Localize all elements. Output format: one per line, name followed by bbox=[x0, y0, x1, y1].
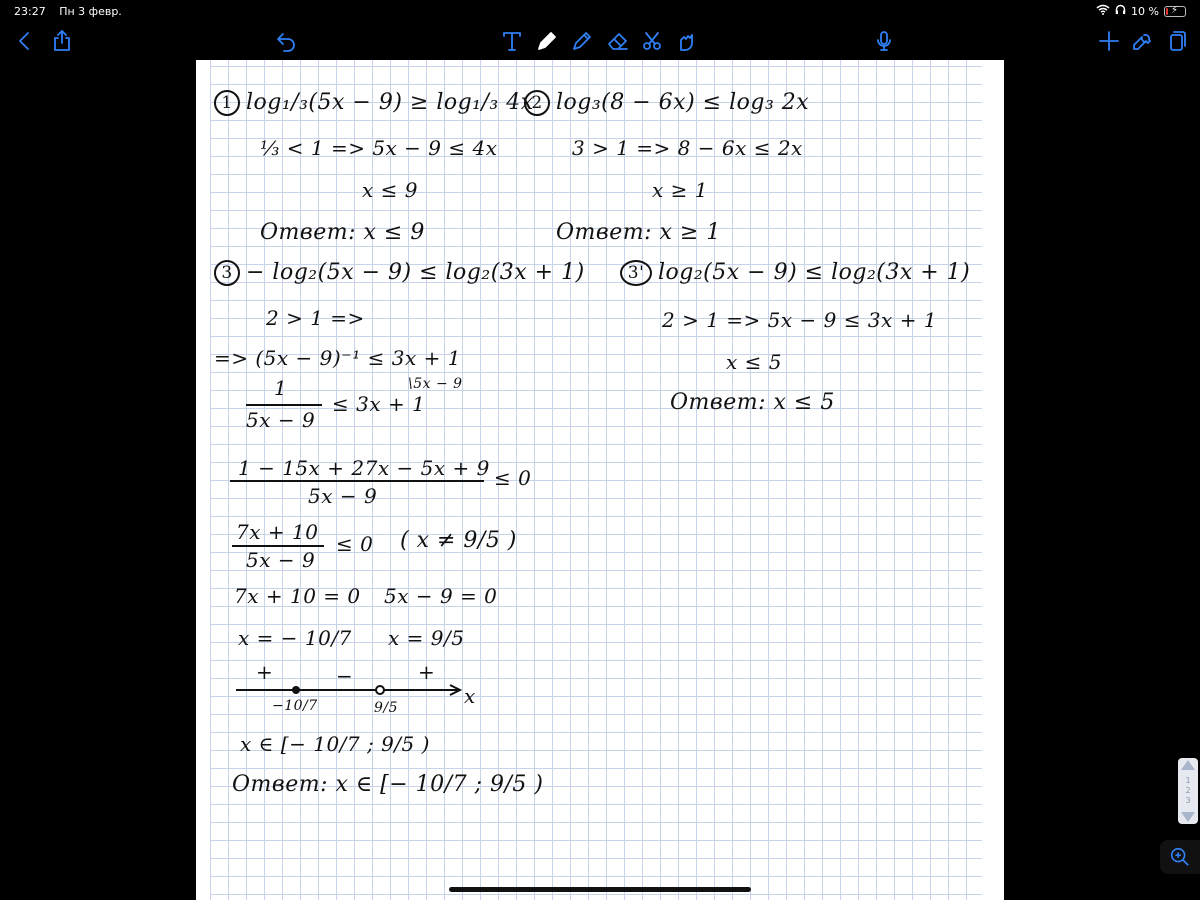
problem-3b-number: 3' bbox=[620, 260, 652, 286]
sign-2: − bbox=[336, 664, 354, 688]
shapes-icon bbox=[674, 29, 698, 53]
problem-1-title bbox=[214, 90, 534, 116]
problem-2-result: x ≥ 1 bbox=[652, 178, 708, 202]
problem-2-number: 2 bbox=[524, 90, 550, 116]
problem-3b-answer: Ответ: x ≤ 5 bbox=[670, 390, 835, 415]
point-label-2: 9/5 bbox=[374, 700, 399, 716]
page-left-margin bbox=[196, 60, 210, 900]
highlighter-icon bbox=[570, 29, 594, 53]
sign-3: + bbox=[418, 660, 436, 684]
lasso-tool-button[interactable] bbox=[637, 26, 667, 56]
fraction-3-numerator: 7x + 10 bbox=[236, 520, 319, 544]
problem-1-step: ⅓ < 1 => 5x − 9 ≤ 4x bbox=[260, 136, 498, 160]
page-up-arrow[interactable] bbox=[1181, 760, 1195, 770]
eraser-tool-button[interactable] bbox=[603, 26, 633, 56]
page-number-3[interactable]: 3 bbox=[1185, 796, 1191, 805]
page-down-arrow[interactable] bbox=[1181, 812, 1195, 822]
solution-interval: x ∈ [− 10/7 ; 9/5 ) bbox=[240, 732, 430, 756]
problem-2-step: 3 > 1 => 8 − 6x ≤ 2x bbox=[572, 136, 803, 160]
add-page-button[interactable] bbox=[1094, 26, 1124, 56]
text-tool-icon bbox=[500, 29, 524, 53]
lasso-icon bbox=[640, 29, 664, 53]
filled-point bbox=[292, 686, 300, 694]
problem-2-title bbox=[524, 90, 809, 116]
share-icon bbox=[50, 29, 74, 53]
problem-2-expression: log₃(8 − 6x) ≤ log₃ 2x bbox=[556, 90, 810, 115]
fraction-1-multiplier: \5x − 9 bbox=[408, 376, 463, 392]
problem-3-step-2: => (5x − 9)⁻¹ ≤ 3x + 1 bbox=[214, 346, 461, 370]
domain-condition: ( x ≠ 9/5 ) bbox=[400, 528, 517, 553]
fraction-1-rhs: ≤ 3x + 1 bbox=[332, 392, 426, 416]
shapes-tool-button[interactable] bbox=[671, 26, 701, 56]
settings-button[interactable] bbox=[1127, 26, 1157, 56]
sign-1: + bbox=[256, 660, 274, 684]
fraction-1-bar bbox=[246, 404, 322, 406]
status-left bbox=[14, 5, 132, 18]
problem-3-number: 3 bbox=[214, 260, 240, 286]
status-right bbox=[1096, 4, 1186, 18]
battery-icon bbox=[1164, 6, 1186, 17]
problem-3b-step: 2 > 1 => 5x − 9 ≤ 3x + 1 bbox=[662, 308, 938, 332]
date: Пн 3 февр. bbox=[59, 4, 122, 18]
eraser-icon bbox=[606, 29, 630, 53]
clock: 23:27 bbox=[14, 4, 46, 18]
problem-1-answer: Ответ: x ≤ 9 bbox=[260, 220, 425, 245]
text-tool-button[interactable] bbox=[497, 26, 527, 56]
problem-3-answer: Ответ: x ∈ [− 10/7 ; 9/5 ) bbox=[232, 772, 544, 797]
fraction-2-denominator: 5x − 9 bbox=[308, 484, 378, 508]
fraction-2-bar bbox=[230, 480, 484, 482]
battery-percent: 10 % bbox=[1131, 4, 1159, 18]
problem-3b-title bbox=[620, 260, 970, 286]
problem-1-expression: log₁/₃(5x − 9) ≥ log₁/₃ 4x bbox=[246, 90, 534, 115]
wifi-icon bbox=[1096, 4, 1110, 18]
fraction-3-bar bbox=[232, 545, 324, 547]
back-button[interactable] bbox=[10, 26, 40, 56]
pen-tool-button[interactable] bbox=[532, 26, 562, 56]
fraction-3-rhs: ≤ 0 bbox=[336, 532, 374, 556]
axis-label: x bbox=[464, 684, 476, 708]
microphone-button[interactable] bbox=[869, 26, 899, 56]
home-indicator[interactable] bbox=[449, 887, 751, 892]
highlighter-tool-button[interactable] bbox=[567, 26, 597, 56]
fraction-1-denominator: 5x − 9 bbox=[246, 408, 316, 432]
fraction-1-numerator: 1 bbox=[274, 376, 288, 400]
wrench-icon bbox=[1130, 29, 1154, 53]
microphone-icon bbox=[872, 29, 896, 53]
pages-icon bbox=[1164, 29, 1188, 53]
equation-2: 5x − 9 = 0 bbox=[384, 584, 498, 608]
fraction-3-denominator: 5x − 9 bbox=[246, 548, 316, 572]
problem-3b-result: x ≤ 5 bbox=[726, 350, 782, 374]
page-right-margin bbox=[982, 60, 1004, 900]
problem-1-result: x ≤ 9 bbox=[362, 178, 418, 202]
fraction-2-rhs: ≤ 0 bbox=[494, 466, 532, 490]
fraction-2-numerator: 1 − 15x + 27x − 5x + 9 bbox=[238, 456, 490, 480]
page-number-1[interactable]: 1 bbox=[1185, 776, 1191, 785]
zoom-in-icon bbox=[1169, 846, 1191, 868]
headphones-icon bbox=[1115, 4, 1126, 18]
pages-button[interactable] bbox=[1161, 26, 1191, 56]
share-button[interactable] bbox=[47, 26, 77, 56]
problem-3-step-1: 2 > 1 => bbox=[266, 306, 365, 330]
status-bar bbox=[0, 0, 1200, 22]
root-2: x = 9/5 bbox=[388, 626, 465, 650]
problem-1-number: 1 bbox=[214, 90, 240, 116]
point-label-1: −10/7 bbox=[272, 698, 318, 714]
number-line bbox=[234, 680, 474, 700]
page-number-2[interactable]: 2 bbox=[1185, 786, 1191, 795]
page-numbers bbox=[1185, 776, 1190, 806]
undo-icon bbox=[274, 29, 298, 53]
toolbar bbox=[0, 22, 1200, 60]
problem-3-title bbox=[214, 260, 585, 286]
problem-2-answer: Ответ: x ≥ 1 bbox=[556, 220, 721, 245]
notebook-page[interactable] bbox=[196, 60, 1004, 900]
page-navigator bbox=[1178, 758, 1198, 824]
pen-icon bbox=[535, 29, 559, 53]
zoom-button[interactable] bbox=[1160, 840, 1200, 874]
battery-fill bbox=[1166, 8, 1168, 15]
equation-1: 7x + 10 = 0 bbox=[234, 584, 361, 608]
problem-3-expression: − log₂(5x − 9) ≤ log₂(3x + 1) bbox=[246, 260, 585, 285]
add-page-icon bbox=[1097, 29, 1121, 53]
back-icon bbox=[13, 29, 37, 53]
problem-3b-expression: log₂(5x − 9) ≤ log₂(3x + 1) bbox=[658, 260, 971, 285]
undo-button[interactable] bbox=[271, 26, 301, 56]
open-point bbox=[376, 686, 384, 694]
root-1: x = − 10/7 bbox=[238, 626, 352, 650]
charging-icon: ⚡ bbox=[1171, 4, 1179, 16]
